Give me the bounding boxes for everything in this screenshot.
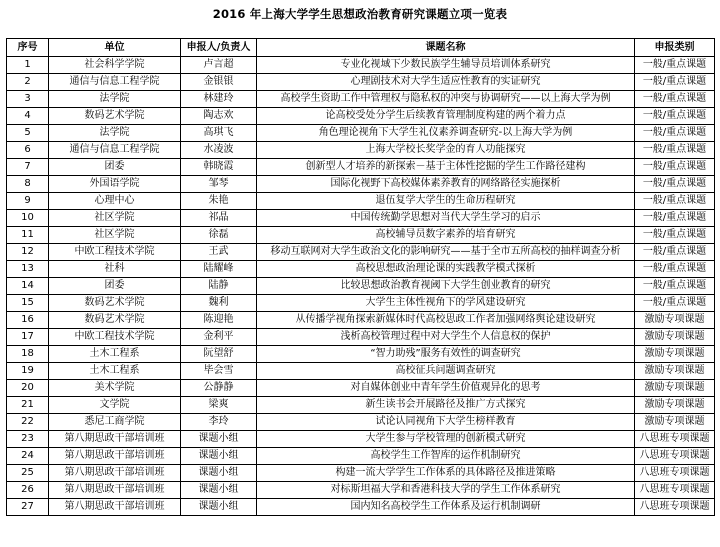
table-row	[7, 414, 715, 431]
cell-topic: 论高校受处分学生后续教育管理制度构建的两个着力点	[257, 108, 635, 125]
header-no: 序号	[7, 39, 49, 57]
cell-type: 激励专项课题	[635, 312, 715, 329]
cell-unit: 数码艺术学院	[49, 295, 181, 312]
cell-unit: 通信与信息工程学院	[49, 74, 181, 91]
cell-no: 10	[7, 210, 49, 227]
cell-topic: 高校学生工作智库的运作机制研究	[257, 448, 635, 465]
cell-leader: 祁晶	[181, 210, 257, 227]
table-row	[7, 108, 715, 125]
cell-topic: 退伍复学大学生的生命历程研究	[257, 193, 635, 210]
cell-unit: 法学院	[49, 125, 181, 142]
table-row	[7, 465, 715, 482]
cell-type: 一般/重点课题	[635, 108, 715, 125]
table-row	[7, 448, 715, 465]
cell-type: 八思班专项课题	[635, 448, 715, 465]
cell-unit: 社会科学学院	[49, 57, 181, 74]
table-header-row	[7, 39, 715, 57]
cell-unit: 中欧工程技术学院	[49, 244, 181, 261]
cell-type: 一般/重点课题	[635, 244, 715, 261]
cell-no: 3	[7, 91, 49, 108]
cell-no: 11	[7, 227, 49, 244]
cell-topic: 心理剧技术对大学生适应性教育的实证研究	[257, 74, 635, 91]
cell-leader: 李玲	[181, 414, 257, 431]
cell-leader: 公静静	[181, 380, 257, 397]
cell-unit: 心理中心	[49, 193, 181, 210]
table-row	[7, 482, 715, 499]
cell-no: 19	[7, 363, 49, 380]
cell-topic: 国内知名高校学生工作体系及运行机制调研	[257, 499, 635, 516]
cell-type: 一般/重点课题	[635, 210, 715, 227]
cell-no: 21	[7, 397, 49, 414]
cell-leader: 徐磊	[181, 227, 257, 244]
table-row	[7, 363, 715, 380]
project-table	[6, 38, 715, 516]
cell-no: 12	[7, 244, 49, 261]
cell-no: 27	[7, 499, 49, 516]
cell-no: 15	[7, 295, 49, 312]
cell-unit: 第八期思政干部培训班	[49, 482, 181, 499]
table-row	[7, 499, 715, 516]
cell-type: 激励专项课题	[635, 363, 715, 380]
cell-topic: 上海大学校长奖学金的育人功能探究	[257, 142, 635, 159]
cell-no: 5	[7, 125, 49, 142]
cell-topic: 从传播学视角探索新媒体时代高校思政工作者加强网络舆论建设研究	[257, 312, 635, 329]
cell-unit: 第八期思政干部培训班	[49, 499, 181, 516]
cell-topic: 大学生参与学校管理的创新模式研究	[257, 431, 635, 448]
cell-no: 23	[7, 431, 49, 448]
cell-unit: 数码艺术学院	[49, 312, 181, 329]
cell-no: 7	[7, 159, 49, 176]
cell-type: 激励专项课题	[635, 380, 715, 397]
cell-leader: 陈迎艳	[181, 312, 257, 329]
cell-topic: 试论认同视角下大学生榜样教育	[257, 414, 635, 431]
cell-unit: 第八期思政干部培训班	[49, 448, 181, 465]
header-leader: 申报人/负责人	[181, 39, 257, 57]
cell-unit: 社区学院	[49, 210, 181, 227]
cell-type: 激励专项课题	[635, 346, 715, 363]
table-row	[7, 91, 715, 108]
cell-leader: 邹琴	[181, 176, 257, 193]
cell-leader: 王武	[181, 244, 257, 261]
cell-no: 20	[7, 380, 49, 397]
cell-type: 一般/重点课题	[635, 227, 715, 244]
cell-no: 14	[7, 278, 49, 295]
header-type: 申报类别	[635, 39, 715, 57]
cell-no: 6	[7, 142, 49, 159]
cell-no: 26	[7, 482, 49, 499]
cell-leader: 阮望舒	[181, 346, 257, 363]
document-title: 2016 年上海大学学生思想政治教育研究课题立项一览表	[212, 7, 508, 21]
cell-topic: 高校思想政治理论课的实践教学模式探析	[257, 261, 635, 278]
cell-type: 一般/重点课题	[635, 142, 715, 159]
cell-type: 一般/重点课题	[635, 57, 715, 74]
table-row	[7, 295, 715, 312]
cell-leader: 梁爽	[181, 397, 257, 414]
table-row	[7, 142, 715, 159]
cell-unit: 土木工程系	[49, 363, 181, 380]
cell-leader: 卢言超	[181, 57, 257, 74]
cell-leader: 魏利	[181, 295, 257, 312]
cell-topic: 大学生主体性视角下的学风建设研究	[257, 295, 635, 312]
table-row	[7, 278, 715, 295]
cell-topic: 移动互联网对大学生政治文化的影响研究——基于全市五所高校的抽样调查分析	[257, 244, 635, 261]
table-row	[7, 74, 715, 91]
cell-leader: 课题小组	[181, 499, 257, 516]
cell-unit: 社区学院	[49, 227, 181, 244]
cell-no: 24	[7, 448, 49, 465]
cell-unit: 中欧工程技术学院	[49, 329, 181, 346]
cell-no: 25	[7, 465, 49, 482]
cell-leader: 林建玲	[181, 91, 257, 108]
cell-unit: 第八期思政干部培训班	[49, 465, 181, 482]
cell-type: 一般/重点课题	[635, 91, 715, 108]
cell-no: 16	[7, 312, 49, 329]
cell-type: 八思班专项课题	[635, 431, 715, 448]
cell-no: 22	[7, 414, 49, 431]
table-row	[7, 346, 715, 363]
cell-unit: 法学院	[49, 91, 181, 108]
cell-unit: 悉尼工商学院	[49, 414, 181, 431]
cell-unit: 数码艺术学院	[49, 108, 181, 125]
cell-type: 激励专项课题	[635, 414, 715, 431]
cell-leader: 课题小组	[181, 482, 257, 499]
cell-topic: 浅析高校管理过程中对大学生个人信息权的保护	[257, 329, 635, 346]
cell-topic: 高校学生资助工作中管理权与隐私权的冲突与协调研究——以上海大学为例	[257, 91, 635, 108]
cell-topic: 高校辅导员数字素养的培育研究	[257, 227, 635, 244]
cell-leader: 朱艳	[181, 193, 257, 210]
table-row	[7, 431, 715, 448]
cell-no: 9	[7, 193, 49, 210]
cell-type: 一般/重点课题	[635, 125, 715, 142]
cell-leader: 高琪飞	[181, 125, 257, 142]
table-row	[7, 193, 715, 210]
table-row	[7, 227, 715, 244]
table-body	[7, 57, 715, 516]
cell-no: 18	[7, 346, 49, 363]
cell-no: 17	[7, 329, 49, 346]
cell-no: 1	[7, 57, 49, 74]
cell-leader: 课题小组	[181, 465, 257, 482]
cell-unit: 美术学院	[49, 380, 181, 397]
table-row	[7, 210, 715, 227]
cell-leader: 韩晓霞	[181, 159, 257, 176]
cell-type: 八思班专项课题	[635, 499, 715, 516]
cell-leader: 陶志欢	[181, 108, 257, 125]
cell-no: 8	[7, 176, 49, 193]
cell-leader: 毕会雪	[181, 363, 257, 380]
cell-topic: “智力助残”服务有效性的调查研究	[257, 346, 635, 363]
cell-unit: 团委	[49, 159, 181, 176]
cell-type: 一般/重点课题	[635, 278, 715, 295]
cell-topic: 中国传统勤学思想对当代大学生学习的启示	[257, 210, 635, 227]
cell-unit: 土木工程系	[49, 346, 181, 363]
cell-leader: 课题小组	[181, 431, 257, 448]
cell-leader: 水凌波	[181, 142, 257, 159]
cell-topic: 比较思想政治教育视阈下大学生创业教育的研究	[257, 278, 635, 295]
cell-type: 激励专项课题	[635, 397, 715, 414]
table-row	[7, 125, 715, 142]
table-row	[7, 57, 715, 74]
cell-type: 八思班专项课题	[635, 482, 715, 499]
cell-topic: 构建一流大学学生工作体系的具体路径及推进策略	[257, 465, 635, 482]
header-unit: 单位	[49, 39, 181, 57]
cell-no: 13	[7, 261, 49, 278]
cell-topic: 对标斯坦福大学和香港科技大学的学生工作体系研究	[257, 482, 635, 499]
cell-type: 一般/重点课题	[635, 261, 715, 278]
cell-type: 一般/重点课题	[635, 295, 715, 312]
header-topic: 课题名称	[257, 39, 635, 57]
cell-topic: 新生读书会开展路径及推广方式探究	[257, 397, 635, 414]
table-row	[7, 329, 715, 346]
cell-type: 一般/重点课题	[635, 159, 715, 176]
cell-leader: 金利平	[181, 329, 257, 346]
cell-topic: 专业化视域下少数民族学生辅导员培训体系研究	[257, 57, 635, 74]
cell-type: 一般/重点课题	[635, 176, 715, 193]
cell-no: 2	[7, 74, 49, 91]
cell-leader: 陆静	[181, 278, 257, 295]
table-row	[7, 312, 715, 329]
cell-unit: 外国语学院	[49, 176, 181, 193]
table-row	[7, 159, 715, 176]
cell-topic: 对自媒体创业中青年学生价值观异化的思考	[257, 380, 635, 397]
cell-type: 一般/重点课题	[635, 193, 715, 210]
cell-no: 4	[7, 108, 49, 125]
cell-topic: 创新型人才培养的新探索－基于主体性挖掘的学生工作路径建构	[257, 159, 635, 176]
cell-leader: 陆耀峰	[181, 261, 257, 278]
cell-type: 激励专项课题	[635, 329, 715, 346]
cell-unit: 文学院	[49, 397, 181, 414]
cell-type: 一般/重点课题	[635, 74, 715, 91]
cell-unit: 社科	[49, 261, 181, 278]
cell-topic: 高校征兵问题调查研究	[257, 363, 635, 380]
table-row	[7, 176, 715, 193]
cell-topic: 角色理论视角下大学生礼仪素养调查研究-以上海大学为例	[257, 125, 635, 142]
table-row	[7, 244, 715, 261]
cell-type: 八思班专项课题	[635, 465, 715, 482]
cell-leader: 金银银	[181, 74, 257, 91]
cell-unit: 通信与信息工程学院	[49, 142, 181, 159]
cell-unit: 团委	[49, 278, 181, 295]
table-row	[7, 397, 715, 414]
table-row	[7, 380, 715, 397]
cell-unit: 第八期思政干部培训班	[49, 431, 181, 448]
table-row	[7, 261, 715, 278]
cell-topic: 国际化视野下高校媒体素养教育的网络路径实施探析	[257, 176, 635, 193]
cell-leader: 课题小组	[181, 448, 257, 465]
